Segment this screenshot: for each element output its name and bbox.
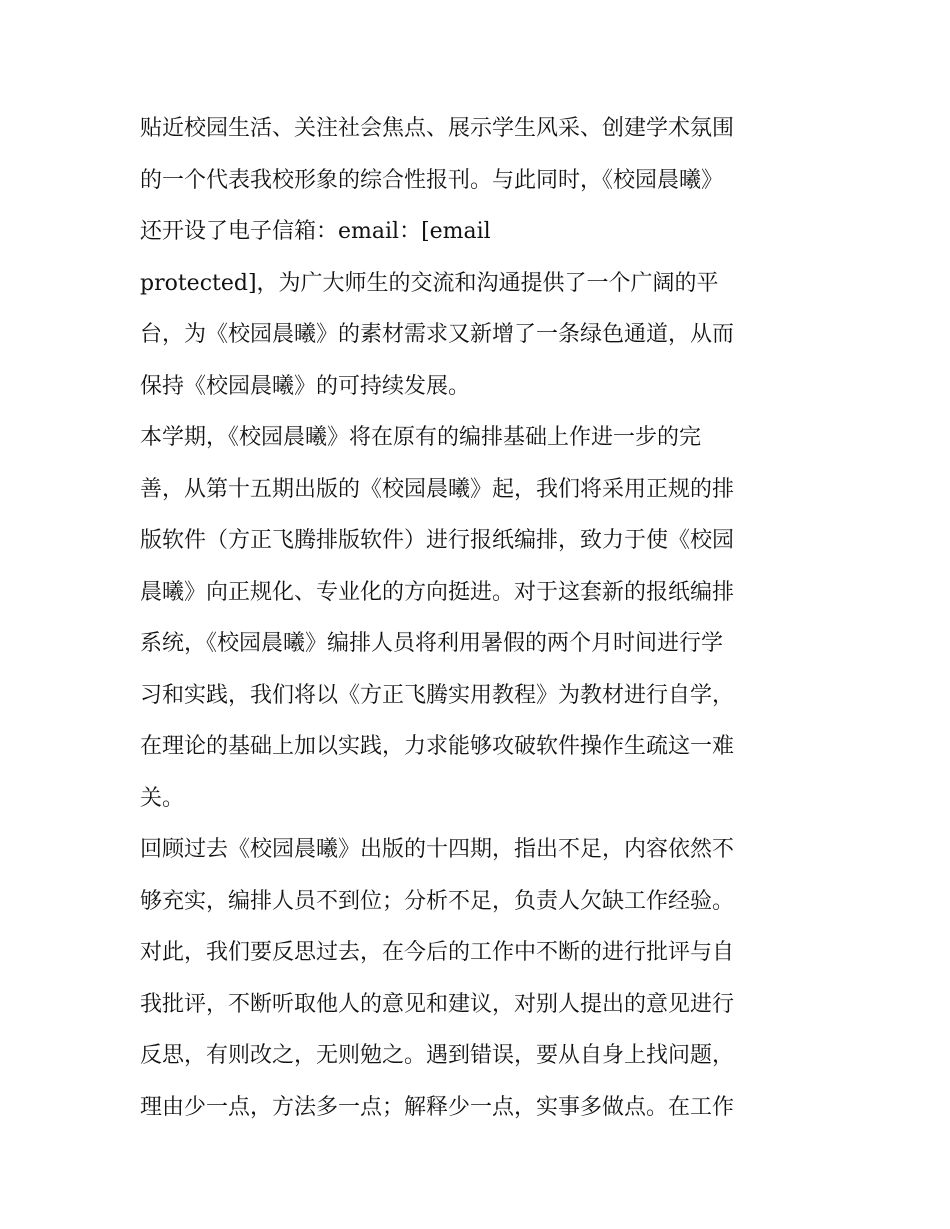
text-line: 台，为《校园晨曦》的素材需求又新增了一条绿色通道，从而 <box>140 322 735 347</box>
text-line: 版软件（方正飞腾排版软件）进行报纸编排，致力于使《校园 <box>140 528 735 553</box>
text-line: 回顾过去《校园晨曦》出版的十四期，指出不足，内容依然不 <box>140 837 735 862</box>
body-text <box>140 103 820 1133</box>
text-line: 善，从第十五期出版的《校园晨曦》起，我们将采用正规的排 <box>140 476 735 502</box>
text-line: 够充实，编排人员不到位；分析不足，负责人欠缺工作经验。 <box>140 888 735 914</box>
text-line: 反思，有则改之，无则勉之。遇到错误，要从自身上找问题， <box>140 1043 735 1068</box>
text-line: 本学期，《校园晨曦》将在原有的编排基础上作进一步的完 <box>140 425 702 450</box>
text-line: 晨曦》向正规化、专业化的方向挺进。对于这套新的报纸编排 <box>140 579 735 605</box>
text-line: 贴近校园生活、关注社会焦点、展示学生风采、创建学术氛围 <box>140 116 735 141</box>
text-line: 我批评，不断听取他人的意见和建议，对别人提出的意见进行 <box>140 991 735 1017</box>
text-line: 关。 <box>140 785 185 811</box>
text-line: 习和实践，我们将以《方正飞腾实用教程》为教材进行自学， <box>140 682 735 708</box>
text-line: protected]，为广大师生的交流和沟通提供了一个广阔的平 <box>140 270 719 296</box>
text-line: 保持《校园晨曦》的可持续发展。 <box>140 373 471 399</box>
text-line: 在理论的基础上加以实践，力求能够攻破软件操作生疏这一难 <box>140 734 735 759</box>
text-line: 理由少一点，方法多一点；解释少一点，实事多做点。在工作 <box>140 1094 735 1120</box>
text-line: 还开设了电子信箱：email：[email <box>140 219 491 244</box>
text-line: 对此，我们要反思过去，在今后的工作中不断的进行批评与自 <box>140 940 735 965</box>
text-line: 系统，《校园晨曦》编排人员将利用暑假的两个月时间进行学 <box>140 631 724 656</box>
text-line: 的一个代表我校形象的综合性报刊。与此同时，《校园晨曦》 <box>140 167 724 193</box>
